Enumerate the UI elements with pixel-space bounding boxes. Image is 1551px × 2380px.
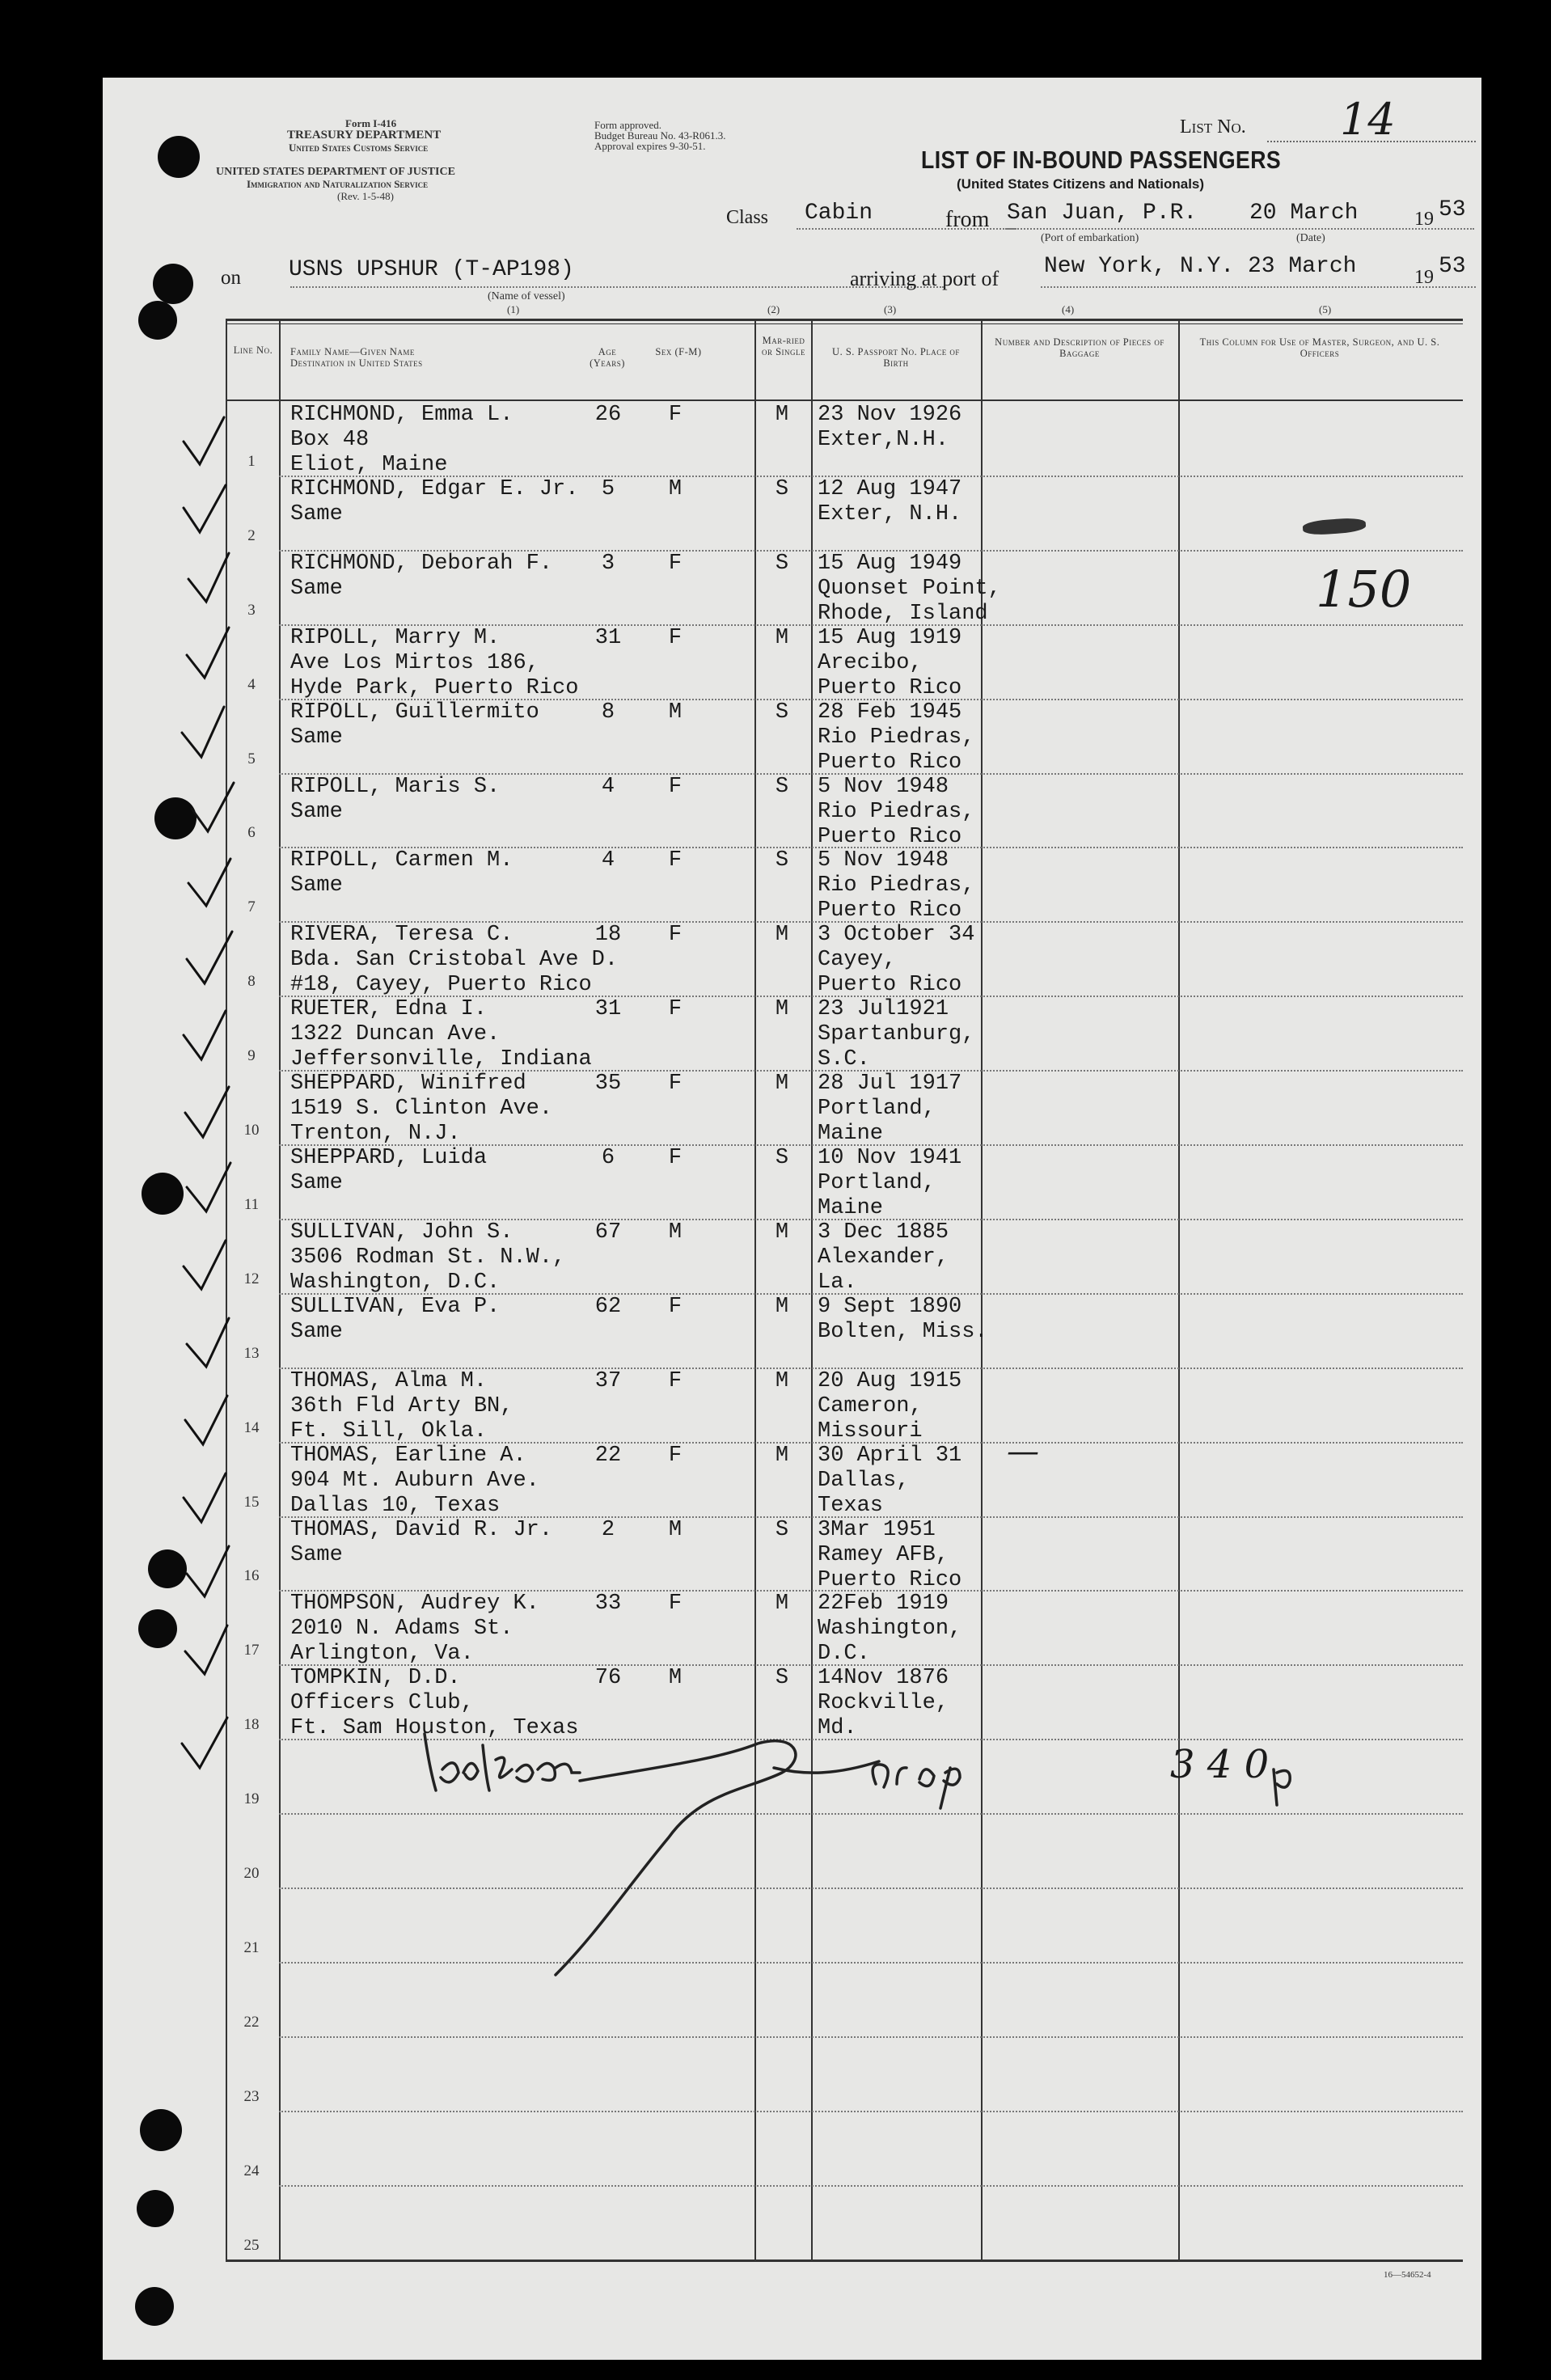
passenger-sex: F <box>668 1443 683 1468</box>
passenger-age: 2 <box>601 1517 615 1542</box>
vessel-name: USNS UPSHUR (T-AP198) <box>289 257 574 282</box>
passenger-birth-place-2: Rhode, Island <box>818 601 988 626</box>
passenger-birth-place-1: Rockville, <box>818 1691 949 1716</box>
handwritten-total: 3 4 0 <box>1170 1742 1270 1787</box>
passenger-address-2: Hyde Park, Puerto Rico <box>290 675 579 700</box>
passenger-birth-date: 9 Sept 1890 <box>818 1294 962 1319</box>
passenger-address-1: Same <box>290 873 343 898</box>
line-number: 11 <box>243 1195 260 1213</box>
passenger-marital: S <box>775 1146 789 1170</box>
line-number: 22 <box>243 2013 260 2031</box>
passenger-birth-date: 22Feb 1919 <box>818 1592 949 1617</box>
passenger-address-1: Box 48 <box>290 428 370 452</box>
line-number: 2 <box>247 526 256 544</box>
passenger-birth-place-2: La. <box>818 1270 857 1295</box>
passenger-name: THOMAS, Earline A. <box>290 1443 526 1468</box>
passenger-marital: S <box>775 1517 789 1542</box>
col5-caption: (5) <box>1319 303 1332 315</box>
passenger-marital: S <box>775 774 789 799</box>
passenger-sex: F <box>668 1368 683 1393</box>
form-number: Form I-416 <box>345 117 397 129</box>
passenger-birth-place-2: Missouri <box>818 1418 923 1444</box>
revision: (Rev. 1-5-48) <box>337 190 394 202</box>
passenger-age: 5 <box>601 476 615 501</box>
line-number: 20 <box>243 1865 260 1882</box>
passenger-sex: F <box>668 403 683 427</box>
officer-note-150: 150 <box>1316 560 1412 619</box>
passenger-marital: M <box>775 1294 789 1319</box>
list-no-value: 14 <box>1340 94 1396 145</box>
passenger-age: 31 <box>594 997 622 1022</box>
passenger-birth-place-1: Rio Piedras, <box>818 799 975 824</box>
passenger-birth-place-1: Rio Piedras, <box>818 725 975 750</box>
passenger-marital: M <box>775 1072 789 1097</box>
passenger-address-2: Ft. Sam Houston, Texas <box>290 1716 579 1741</box>
page-subtitle: (United States Citizens and Nationals) <box>957 176 1205 192</box>
passenger-address-2: Washington, D.C. <box>290 1270 501 1295</box>
from-label: from <box>945 207 990 232</box>
passenger-age: 3 <box>601 551 615 576</box>
passenger-address-1: Same <box>290 576 343 601</box>
passenger-sex: M <box>668 1220 683 1245</box>
passenger-birth-place-2: Puerto Rico <box>818 824 962 849</box>
line-number: 3 <box>247 601 256 619</box>
col4-caption: (4) <box>1062 303 1075 315</box>
passenger-marital: M <box>775 997 789 1022</box>
class-value: Cabin <box>805 201 873 226</box>
passenger-address-2: #18, Cayey, Puerto Rico <box>290 973 592 998</box>
header-officers: This Column for Use of Master, Surgeon, and U. S. Officers <box>1199 336 1440 359</box>
col2-caption: (2) <box>767 303 780 315</box>
header-name: Family Name—Given Name <box>290 346 415 357</box>
passenger-address-2: Trenton, N.J. <box>290 1122 461 1147</box>
passenger-age: 33 <box>594 1592 622 1617</box>
col1-caption: (1) <box>507 303 520 315</box>
passenger-address-1: 3506 Rodman St. N.W., <box>290 1245 566 1270</box>
passenger-birth-place-1: Spartanburg, <box>818 1022 975 1047</box>
passenger-sex: M <box>668 1666 683 1691</box>
arriving-label: arriving at port of <box>850 267 999 290</box>
passenger-age: 35 <box>594 1072 622 1097</box>
passenger-birth-date: 20 Aug 1915 <box>818 1368 962 1393</box>
line-number: 18 <box>243 1716 260 1734</box>
passenger-birth-place-2: Texas <box>818 1493 884 1518</box>
passenger-birth-place-2: Puerto Rico <box>818 898 962 924</box>
year-prefix-1: 19 <box>1414 209 1434 230</box>
passenger-birth-date: 15 Aug 1919 <box>818 625 962 650</box>
line-number: 15 <box>243 1493 260 1511</box>
line-number: 25 <box>243 2236 260 2254</box>
passenger-marital: M <box>775 1220 789 1245</box>
passenger-birth-place-1: Exter,N.H. <box>818 428 949 452</box>
passenger-birth-place-2: Puerto Rico <box>818 750 962 775</box>
passenger-marital: M <box>775 923 789 948</box>
passenger-name: RUETER, Edna I. <box>290 997 488 1022</box>
baggage-dash: — <box>1007 1433 1039 1470</box>
passenger-name: SHEPPARD, Winifred <box>290 1072 526 1097</box>
passenger-sex: F <box>668 1072 683 1097</box>
passenger-marital: S <box>775 476 789 501</box>
passenger-birth-place-2: Puerto Rico <box>818 973 962 998</box>
passenger-birth-place-2: Maine <box>818 1196 884 1220</box>
line-number: 5 <box>247 750 256 767</box>
passenger-marital: S <box>775 848 789 873</box>
passenger-sex: M <box>668 1517 683 1542</box>
passenger-birth-place-1: Washington, <box>818 1617 962 1642</box>
passenger-birth-place-1: Bolten, Miss. <box>818 1319 988 1344</box>
on-label: on <box>221 267 241 289</box>
class-label: Class <box>726 207 769 228</box>
passenger-address-1: Ave Los Mirtos 186, <box>290 650 539 675</box>
year-1: 53 <box>1439 197 1466 222</box>
passenger-address-2: Jeffersonville, Indiana <box>290 1047 592 1072</box>
passenger-birth-date: 3 October 34 <box>818 923 975 948</box>
passenger-name: RICHMOND, Deborah F. <box>290 551 553 576</box>
passenger-address-2: Dallas 10, Texas <box>290 1493 501 1518</box>
treasury-dept: TREASURY DEPARTMENT <box>287 129 442 142</box>
passenger-age: 4 <box>601 774 615 799</box>
passenger-address-1: Same <box>290 1542 343 1567</box>
passenger-name: THOMPSON, Audrey K. <box>290 1592 539 1617</box>
passenger-address-1: Same <box>290 501 343 526</box>
passenger-birth-place-2: Puerto Rico <box>818 1567 962 1592</box>
passenger-address-1: 904 Mt. Auburn Ave. <box>290 1468 539 1493</box>
col3-caption: (3) <box>884 303 897 315</box>
ins-service: Immigration and Naturalization Service <box>247 178 429 190</box>
passenger-address-1: Officers Club, <box>290 1691 474 1716</box>
passenger-age: 62 <box>594 1294 622 1319</box>
passenger-birth-place-2: Md. <box>818 1716 857 1741</box>
header-baggage: Number and Description of Pieces of Baggage <box>995 336 1164 359</box>
passenger-name: SHEPPARD, Luida <box>290 1146 488 1170</box>
passenger-marital: M <box>775 1443 789 1468</box>
passenger-birth-place-1: Portland, <box>818 1097 936 1122</box>
line-number: 12 <box>243 1270 260 1287</box>
passenger-age: 76 <box>594 1666 622 1691</box>
passenger-birth-date: 3 Dec 1885 <box>818 1220 949 1245</box>
line-number: 6 <box>247 824 256 842</box>
passenger-birth-date: 15 Aug 1949 <box>818 551 962 576</box>
passenger-name: TOMPKIN, D.D. <box>290 1666 461 1691</box>
passenger-sex: F <box>668 923 683 948</box>
passenger-birth-place-1: Cameron, <box>818 1393 923 1418</box>
passenger-birth-date: 23 Jul1921 <box>818 997 949 1022</box>
passenger-birth-date: 14Nov 1876 <box>818 1666 949 1691</box>
passenger-birth-date: 5 Nov 1948 <box>818 774 949 799</box>
approval-line-2: Budget Bureau No. 43-R061.3. <box>594 129 726 142</box>
passenger-birth-place-1: Rio Piedras, <box>818 873 975 898</box>
passenger-sex: F <box>668 1294 683 1319</box>
justice-dept: UNITED STATES DEPARTMENT OF JUSTICE <box>216 166 455 178</box>
passenger-birth-date: 5 Nov 1948 <box>818 848 949 873</box>
passenger-birth-place-2: S.C. <box>818 1047 870 1072</box>
passenger-sex: F <box>668 774 683 799</box>
passenger-sex: M <box>668 700 683 725</box>
passenger-age: 6 <box>601 1146 615 1170</box>
line-number: 10 <box>243 1122 260 1139</box>
passenger-birth-date: 3Mar 1951 <box>818 1517 936 1542</box>
passenger-name: RIPOLL, Carmen M. <box>290 848 513 873</box>
passenger-marital: S <box>775 551 789 576</box>
passenger-address-2: Arlington, Va. <box>290 1642 474 1667</box>
line-number: 19 <box>243 1790 260 1808</box>
passenger-name: THOMAS, Alma M. <box>290 1368 488 1393</box>
passenger-marital: M <box>775 403 789 427</box>
passenger-sex: F <box>668 1146 683 1170</box>
line-number: 23 <box>243 2087 260 2105</box>
header-married: Mar-ried or Single <box>761 335 806 357</box>
line-number: 4 <box>247 675 256 693</box>
passenger-age: 8 <box>601 700 615 725</box>
passenger-name: THOMAS, David R. Jr. <box>290 1517 553 1542</box>
passenger-name: SULLIVAN, Eva P. <box>290 1294 501 1319</box>
passenger-name: RICHMOND, Emma L. <box>290 403 513 427</box>
passenger-name: SULLIVAN, John S. <box>290 1220 513 1245</box>
passenger-sex: M <box>668 476 683 501</box>
passenger-age: 31 <box>594 625 622 650</box>
passenger-name: RIPOLL, Guillermito <box>290 700 539 725</box>
port-embark-caption: (Port of embarkation) <box>1041 232 1139 244</box>
passenger-birth-date: 23 Nov 1926 <box>818 403 962 427</box>
passenger-sex: F <box>668 848 683 873</box>
line-number: 1 <box>247 452 256 470</box>
line-number: 17 <box>243 1642 260 1659</box>
print-code: 16—54652-4 <box>1384 2270 1431 2280</box>
passenger-address-2: Ft. Sill, Okla. <box>290 1418 488 1444</box>
line-number: 14 <box>243 1418 260 1436</box>
passenger-address-1: 36th Fld Arty BN, <box>290 1393 513 1418</box>
passenger-sex: F <box>668 551 683 576</box>
embark-date: 20 March <box>1249 201 1359 226</box>
passenger-marital: M <box>775 625 789 650</box>
passenger-birth-date: 30 April 31 <box>818 1443 962 1468</box>
passenger-age: 4 <box>601 848 615 873</box>
passenger-address-1: Same <box>290 725 343 750</box>
passenger-name: RICHMOND, Edgar E. Jr. <box>290 476 579 501</box>
year-prefix-2: 19 <box>1414 267 1434 288</box>
passenger-birth-date: 28 Feb 1945 <box>818 700 962 725</box>
header-passport: U. S. Passport No. Place of Birth <box>832 346 960 369</box>
passenger-name: RIVERA, Teresa C. <box>290 923 513 948</box>
passenger-birth-date: 12 Aug 1947 <box>818 476 962 501</box>
arrival-date: 23 March <box>1248 254 1357 279</box>
header-sex: Sex (F-M) <box>655 346 702 357</box>
line-number: 16 <box>243 1567 260 1585</box>
customs-service: United States Customs Service <box>289 142 429 154</box>
passenger-age: 37 <box>594 1368 622 1393</box>
passenger-birth-date: 28 Jul 1917 <box>818 1072 962 1097</box>
passenger-marital: M <box>775 1592 789 1617</box>
approval-line-3: Approval expires 9-30-51. <box>594 140 706 152</box>
passenger-sex: F <box>668 1592 683 1617</box>
passenger-sex: F <box>668 997 683 1022</box>
approval-line-1: Form approved. <box>594 119 662 131</box>
inspector-signature <box>103 78 1481 2360</box>
passenger-sex: F <box>668 625 683 650</box>
header-age: Age (Years) <box>590 346 625 369</box>
passenger-address-1: Same <box>290 1171 343 1195</box>
arrival-port: New York, N.Y. <box>1044 254 1235 279</box>
passenger-marital: S <box>775 1666 789 1691</box>
passenger-age: 26 <box>594 403 622 427</box>
header-line-no: Line No. <box>233 345 273 356</box>
header-destination: Destination in United States <box>290 357 423 369</box>
document-page <box>103 78 1481 2360</box>
from-value: San Juan, P.R. <box>1007 201 1198 226</box>
passenger-marital: M <box>775 1368 789 1393</box>
line-number: 13 <box>243 1344 260 1362</box>
passenger-birth-place-1: Alexander, <box>818 1245 949 1270</box>
passenger-birth-place-1: Ramey AFB, <box>818 1542 949 1567</box>
passenger-birth-place-1: Portland, <box>818 1171 936 1195</box>
passenger-birth-place-1: Arecibo, <box>818 650 923 675</box>
passenger-birth-place-2: Maine <box>818 1122 884 1147</box>
line-number: 8 <box>247 973 256 991</box>
passenger-birth-place-2: D.C. <box>818 1642 870 1667</box>
passenger-address-1: Bda. San Cristobal Ave D. <box>290 948 619 973</box>
passenger-address-1: Same <box>290 1319 343 1344</box>
passenger-birth-date: 10 Nov 1941 <box>818 1146 962 1170</box>
passenger-birth-place-1: Dallas, <box>818 1468 910 1493</box>
passenger-address-2: Eliot, Maine <box>290 453 448 477</box>
line-number: 9 <box>247 1047 256 1065</box>
year-2: 53 <box>1439 254 1466 279</box>
passenger-age: 67 <box>594 1220 622 1245</box>
passenger-age: 22 <box>594 1443 622 1468</box>
passenger-name: RIPOLL, Marry M. <box>290 625 501 650</box>
date-caption: (Date) <box>1296 232 1325 244</box>
line-number: 21 <box>243 1938 260 1956</box>
passenger-birth-place-1: Cayey, <box>818 948 897 973</box>
vessel-caption: (Name of vessel) <box>488 290 565 302</box>
passenger-age: 18 <box>594 923 622 948</box>
passenger-birth-place-1: Quonset Point, <box>818 576 1001 601</box>
line-number: 24 <box>243 2162 260 2179</box>
passenger-address-1: 1519 S. Clinton Ave. <box>290 1097 553 1122</box>
passenger-birth-place-1: Exter, N.H. <box>818 501 962 526</box>
passenger-birth-place-2: Puerto Rico <box>818 675 962 700</box>
passenger-marital: S <box>775 700 789 725</box>
page-title: LIST OF IN-BOUND PASSENGERS <box>921 146 1282 174</box>
list-no-label: List No. <box>1180 116 1246 137</box>
passenger-name: RIPOLL, Maris S. <box>290 774 501 799</box>
passenger-address-1: 1322 Duncan Ave. <box>290 1022 501 1047</box>
passenger-address-1: 2010 N. Adams St. <box>290 1617 513 1642</box>
line-number: 7 <box>247 898 256 916</box>
passenger-address-1: Same <box>290 799 343 824</box>
